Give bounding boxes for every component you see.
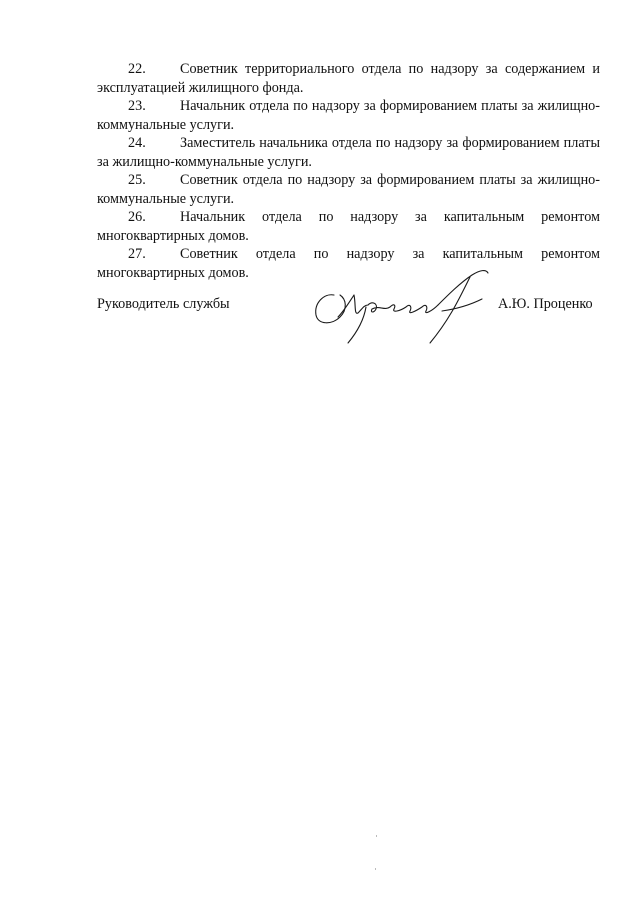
item-number: 27.	[128, 246, 146, 262]
item-text: Заместитель начальника отдела по надзору за формированием платы за жилищно-коммунальные услуги.	[97, 135, 600, 170]
signatory-name: А.Ю. Проценко	[498, 296, 593, 312]
list-item	[97, 208, 600, 245]
signatory-title: Руководитель службы	[97, 296, 230, 312]
list-item	[97, 134, 600, 171]
item-number: 25.	[128, 172, 146, 188]
item-text: Советник отдела по надзору за капитальным ремонтом многоквартирных домов.	[97, 246, 600, 281]
item-number: 26.	[128, 209, 146, 225]
list-item	[97, 60, 600, 97]
item-text: Начальник отдела по надзору за формированием платы за жилищно-коммунальные услуги.	[97, 98, 600, 133]
item-number: 23.	[128, 98, 146, 114]
item-text: Советник территориального отдела по надзору за содержанием и эксплуатацией жилищного фонда.	[97, 61, 600, 96]
item-number: 22.	[128, 61, 146, 77]
scan-speck	[376, 835, 377, 837]
position-list	[97, 60, 600, 282]
item-number: 24.	[128, 135, 146, 151]
list-item	[97, 171, 600, 208]
item-text: Начальник отдела по надзору за капитальным ремонтом многоквартирных домов.	[97, 209, 600, 244]
list-item	[97, 97, 600, 134]
item-text: Советник отдела по надзору за формированием платы за жилищно-коммунальные услуги.	[97, 172, 600, 207]
scan-speck	[375, 868, 376, 870]
handwritten-signature-icon	[310, 265, 495, 347]
